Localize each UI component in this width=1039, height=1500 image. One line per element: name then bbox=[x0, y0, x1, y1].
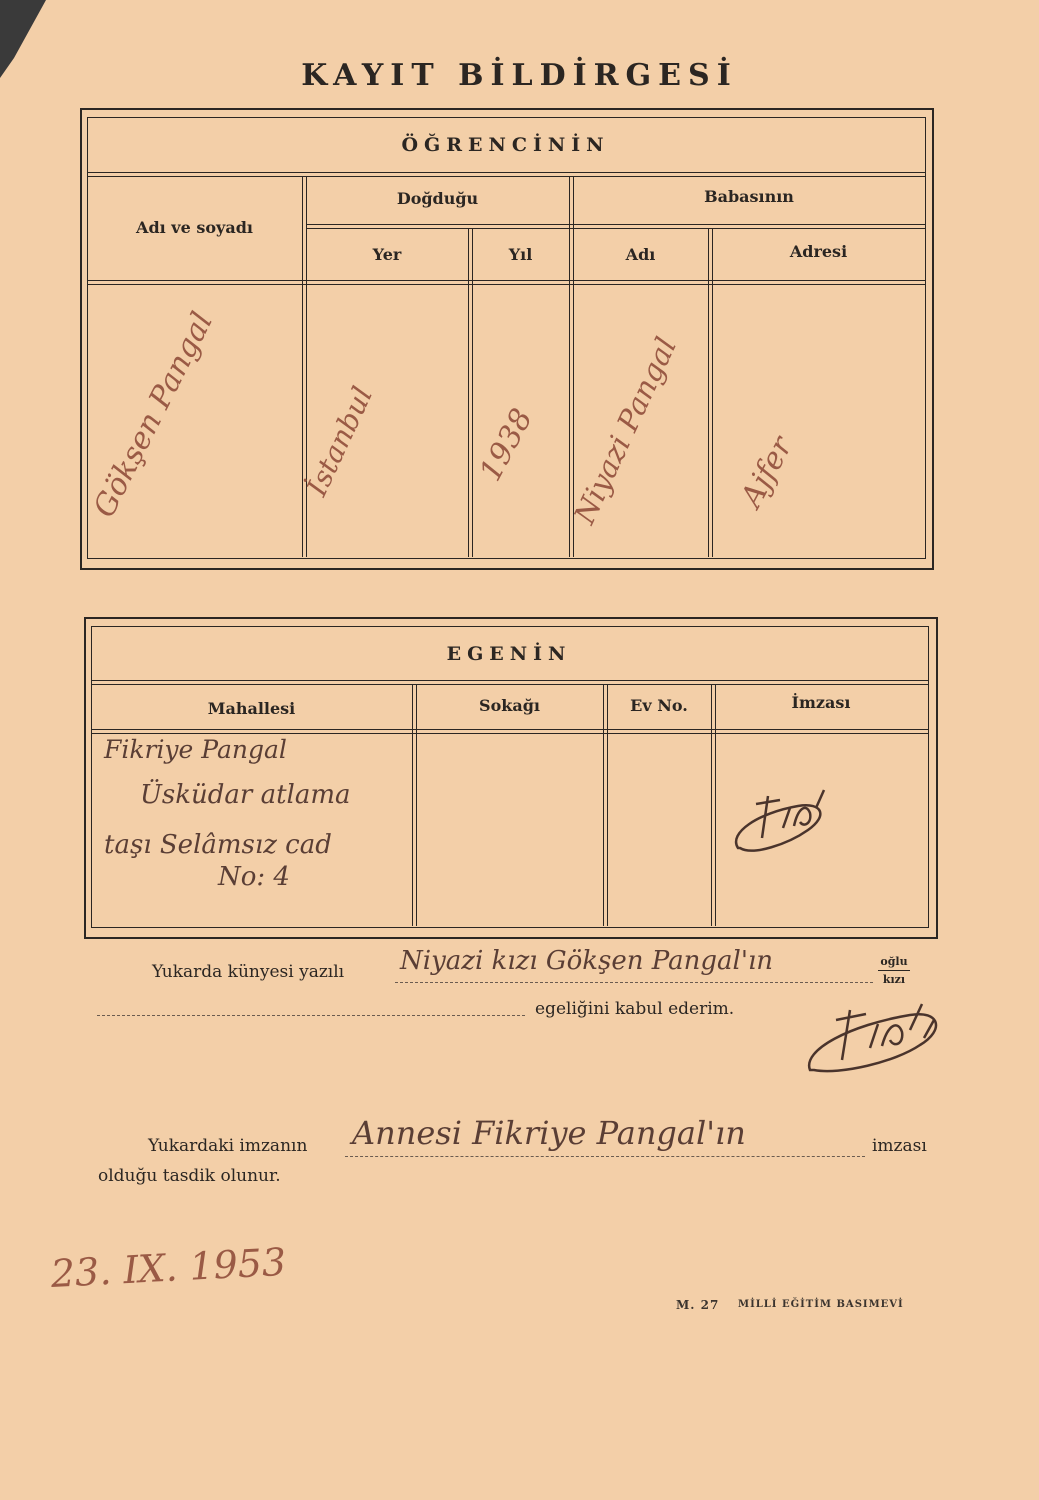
guardian-address-line4: No: 4 bbox=[218, 862, 290, 892]
divider bbox=[607, 684, 608, 926]
statement-prefix: Yukarda künyesi yazılı bbox=[152, 962, 345, 982]
col-father-name-header: Adı bbox=[625, 245, 656, 264]
student-heading: ÖĞRENCİNİN bbox=[401, 134, 610, 156]
guardian-signature-image bbox=[728, 778, 838, 864]
verification-handwriting: Annesi Fikriye Pangal'ın bbox=[352, 1114, 746, 1152]
statement-dotted-line-2 bbox=[97, 1015, 525, 1016]
col-father-header: Babasının bbox=[704, 187, 794, 206]
statement-kizi: kızı bbox=[882, 973, 906, 986]
divider bbox=[603, 684, 604, 926]
divider bbox=[708, 228, 709, 557]
guardian-address-line1: Fikriye Pangal bbox=[104, 735, 287, 764]
father-address-handwriting: Ajfer bbox=[734, 431, 800, 513]
student-name-handwriting: Gökşen Pangal bbox=[86, 306, 221, 523]
statement-dotted-line bbox=[395, 982, 873, 983]
col-neighborhood-header: Mahallesi bbox=[207, 699, 296, 718]
divider bbox=[87, 280, 925, 281]
col-birth-year-header: Yıl bbox=[508, 245, 533, 264]
student-table-inner bbox=[87, 117, 926, 559]
birth-place-handwriting: İstanbul bbox=[300, 381, 380, 501]
footer-code: M. 27 bbox=[676, 1298, 720, 1312]
statement-handwriting: Niyazi kızı Gökşen Pangal'ın bbox=[400, 946, 774, 976]
divider bbox=[306, 176, 307, 557]
divider bbox=[91, 729, 928, 730]
divider bbox=[306, 228, 925, 229]
divider bbox=[87, 176, 925, 177]
col-father-address-header: Adresi bbox=[789, 242, 848, 261]
divider bbox=[302, 176, 303, 557]
handwritten-date: 23. IX. 1953 bbox=[49, 1239, 288, 1296]
guardian-heading: EGENİN bbox=[446, 643, 572, 665]
birth-year-handwriting: 1938 bbox=[473, 403, 540, 487]
divider bbox=[87, 284, 925, 285]
col-birth-header: Doğduğu bbox=[396, 189, 479, 208]
divider bbox=[416, 684, 417, 926]
col-name-header: Adı ve soyadı bbox=[136, 218, 253, 237]
divider bbox=[91, 680, 928, 681]
divider bbox=[91, 684, 928, 685]
footer-publisher: MİLLİ EĞİTİM BASIMEVİ bbox=[738, 1299, 904, 1310]
col-signature-header: İmzası bbox=[791, 693, 851, 712]
guardian-table-inner bbox=[91, 626, 929, 928]
col-street-header: Sokağı bbox=[479, 696, 540, 715]
divider bbox=[91, 733, 928, 734]
statement-suffix: egeliğini kabul ederim. bbox=[535, 999, 735, 1019]
verification-prefix: Yukardaki imzanın bbox=[148, 1136, 308, 1156]
statement-signature-image bbox=[800, 990, 950, 1080]
form-title: KAYIT BİLDİRGESİ bbox=[301, 58, 738, 93]
verification-suffix: imzası bbox=[872, 1136, 927, 1156]
col-birth-place-header: Yer bbox=[372, 245, 402, 264]
guardian-address-line3: taşı Selâmsız cad bbox=[104, 830, 332, 860]
col-house-no-header: Ev No. bbox=[630, 696, 688, 715]
verification-line2: olduğu tasdik olunur. bbox=[98, 1166, 281, 1186]
divider bbox=[472, 228, 473, 557]
divider bbox=[87, 172, 925, 173]
oglu-kizi-divider bbox=[878, 970, 910, 971]
divider bbox=[715, 684, 716, 926]
verification-dotted-line bbox=[345, 1156, 865, 1157]
divider bbox=[711, 684, 712, 926]
divider bbox=[712, 228, 713, 557]
guardian-address-line2: Üsküdar atlama bbox=[140, 780, 351, 810]
divider bbox=[412, 684, 413, 926]
statement-oglu: oğlu bbox=[880, 955, 908, 968]
father-name-handwriting: Niyazi Pangal bbox=[567, 332, 684, 529]
divider bbox=[306, 224, 925, 225]
divider bbox=[569, 176, 570, 557]
divider bbox=[468, 228, 469, 557]
